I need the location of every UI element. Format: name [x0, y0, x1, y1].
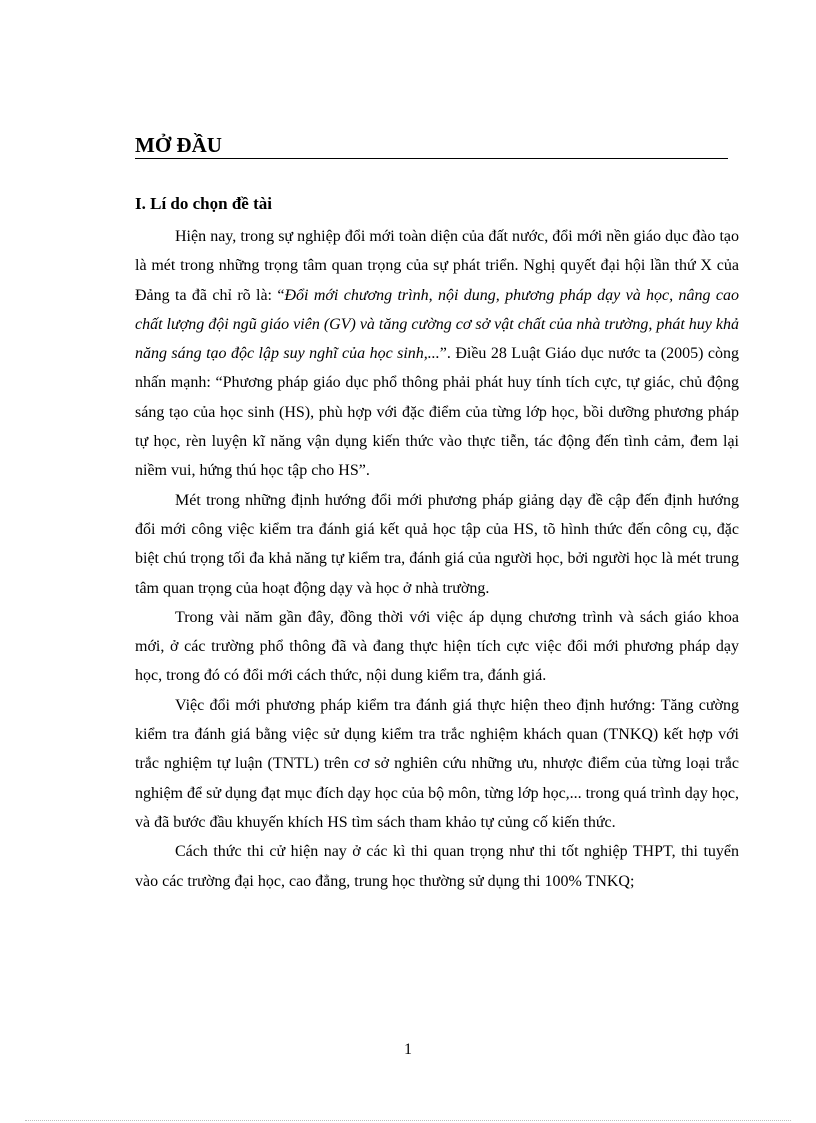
- paragraph-2: Mét trong những định hướng đổi mới phương pháp giảng dạy đề cập đến định hướng đổi mới công việc kiểm tra đánh giá kết quả học tập của HS, tõ hình thức đến công cụ, đặc biệt chú trọng tối đa khả năng tự kiểm tra, đánh giá của người học, bởi người học là mét trung tâm quan trọng của hoạt động dạy và học ở nhà trường.: [135, 491, 739, 597]
- body-text: [135, 222, 739, 896]
- paragraph-1: [135, 222, 739, 486]
- paragraph-3: Trong vài năm gần đây, đồng thời với việc áp dụng chương trình và sách giáo khoa mới, ở các trường phổ thông đã và đang thực hiện tích cực việc đổi mới phương pháp dạy học, trong đó có đổi mới cách thức, nội dung kiểm tra, đánh giá.: [135, 608, 739, 685]
- paragraph-1-intro: Hiện nay, trong sự nghiệp đổi mới toàn diện của đất nước, đổi mới nền giáo dục đào tạo là mét trong những trọng tâm quan trọng của sự phát triển. Nghị quyết đại hội lần thứ X của Đảng ta đã chỉ rõ là: “: [135, 228, 739, 304]
- page-number: 1: [404, 1041, 412, 1058]
- paragraph-5: Cách thức thi cử hiện nay ở các kì thi quan trọng như thi tốt nghiệp THPT, thi tuyển vào các trường đại học, cao đẳng, trung học thường sử dụng thi 100% TNKQ;: [135, 843, 739, 890]
- party-resolution-quote: Đổi mới chương trình, nội dung, phương pháp dạy và học, nâng cao chất lượng đội ngũ giáo viên (GV) và tăng cường cơ sở vật chất của nhà trường, phát huy khả năng sáng tạo độc lập suy nghĩ của học sinh,...: [135, 286, 739, 363]
- section-title: I. Lí do chọn đề tài: [135, 194, 272, 213]
- paragraph-1-rest: ”. Điều 28 Luật Giáo dục nước ta (2005) còng nhấn mạnh: “Phương pháp giáo dục phổ thông phải phát huy tính tích cực, tự giác, chủ động sáng tạo của học sinh (HS), phù hợp với đặc điểm của từng lớp học, bồi dưỡng phương pháp tự học, rèn luyện kĩ năng vận dụng kiến thức vào thực tiễn, tác động đến tình cảm, đem lại niềm vui, hứng thú học tập cho HS”.: [135, 345, 739, 480]
- chapter-title: MỞ ĐẦU: [135, 133, 222, 157]
- paragraph-4: Việc đổi mới phương pháp kiểm tra đánh giá thực hiện theo định hướng: Tăng cường kiểm tra đánh giá bằng việc sử dụng kiểm tra trắc nghiệm khách quan (TNKQ) kết hợp với trắc nghiệm tự luận (TNTL) trên cơ sở nghiên cứu những ưu, nhược điểm của từng loại trắc nghiệm để sử dụng đạt mục đích dạy học của bộ môn, từng lớp học,... trong quá trình dạy học, và đã bước đầu khuyến khích HS tìm sách tham khảo tự củng cố kiến thức.: [135, 696, 739, 831]
- chapter-title-underline: [135, 158, 728, 159]
- page-bottom-divider: [25, 1120, 791, 1121]
